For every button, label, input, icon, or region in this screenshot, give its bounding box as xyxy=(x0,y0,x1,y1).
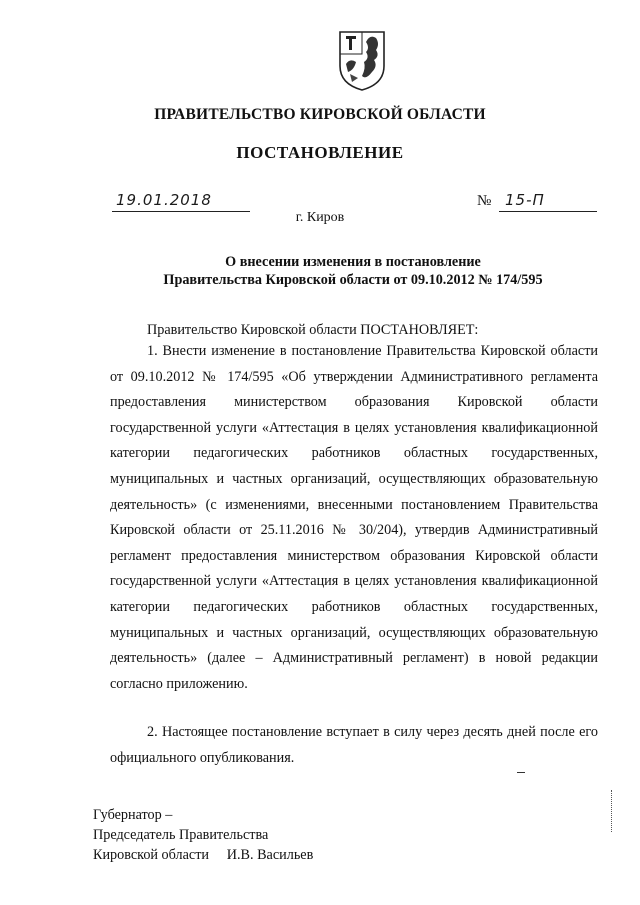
document-number: 15-П xyxy=(505,191,545,209)
paragraph-1: 1. Внести изменение в постановление Правительства Кировской области от 09.10.2012 № 174/595 «Об утверждении Административного регламента предоставления министерством образования Кировской области государственной услуги «Аттестация в целях установления квалификационной категории педагогических работников областных государственных, муниципальных и частных организаций, осуществляющих образовательную деятельность» (с изменениями, внесенными постановлением Правительства Кировской области от 25.11.2016 № 30/204), утвердив Административный регламент предоставления министерством образования Кировской области государственной услуги «Аттестация в целях установления квалификационной категории педагогических работников областных государственных, муниципальных и частных организаций, осуществляющих образовательную деятельность» (далее – Административный регламент) в новой редакции согласно приложению. xyxy=(110,343,598,692)
city: г. Киров xyxy=(295,210,345,225)
kirov-coat-of-arms-icon xyxy=(336,28,388,92)
preamble: Правительство Кировской области ПОСТАНОВЛЯЕТ: xyxy=(147,322,479,338)
number-field xyxy=(499,191,597,212)
paragraph-2: 2. Настоящее постановление вступает в силу через десять дней после его официального опубликования. xyxy=(110,724,598,766)
subject-line-1: О внесении изменения в постановление xyxy=(225,254,481,270)
subject-line-2: Правительства Кировской области от 09.10.2012 № 174/595 xyxy=(163,272,543,288)
signatory-name: И.В. Васильев xyxy=(226,847,314,863)
signature-line-3 xyxy=(93,845,313,865)
signature-region: Кировской области xyxy=(93,847,209,863)
margin-mark xyxy=(611,790,613,832)
signature-line-1: Губернатор – xyxy=(93,807,173,823)
organization-title: ПРАВИТЕЛЬСТВО КИРОВСКОЙ ОБЛАСТИ xyxy=(154,106,486,123)
stray-dash-mark xyxy=(517,772,525,773)
document-type: ПОСТАНОВЛЕНИЕ xyxy=(236,143,404,162)
emblem xyxy=(336,28,388,92)
subject-heading xyxy=(100,253,606,289)
number-sign: № xyxy=(477,193,492,209)
signature-block xyxy=(93,805,313,865)
date-field xyxy=(112,191,250,212)
signature-line-2: Председатель Правительства xyxy=(93,827,269,843)
document-date: 19.01.2018 xyxy=(116,191,212,209)
